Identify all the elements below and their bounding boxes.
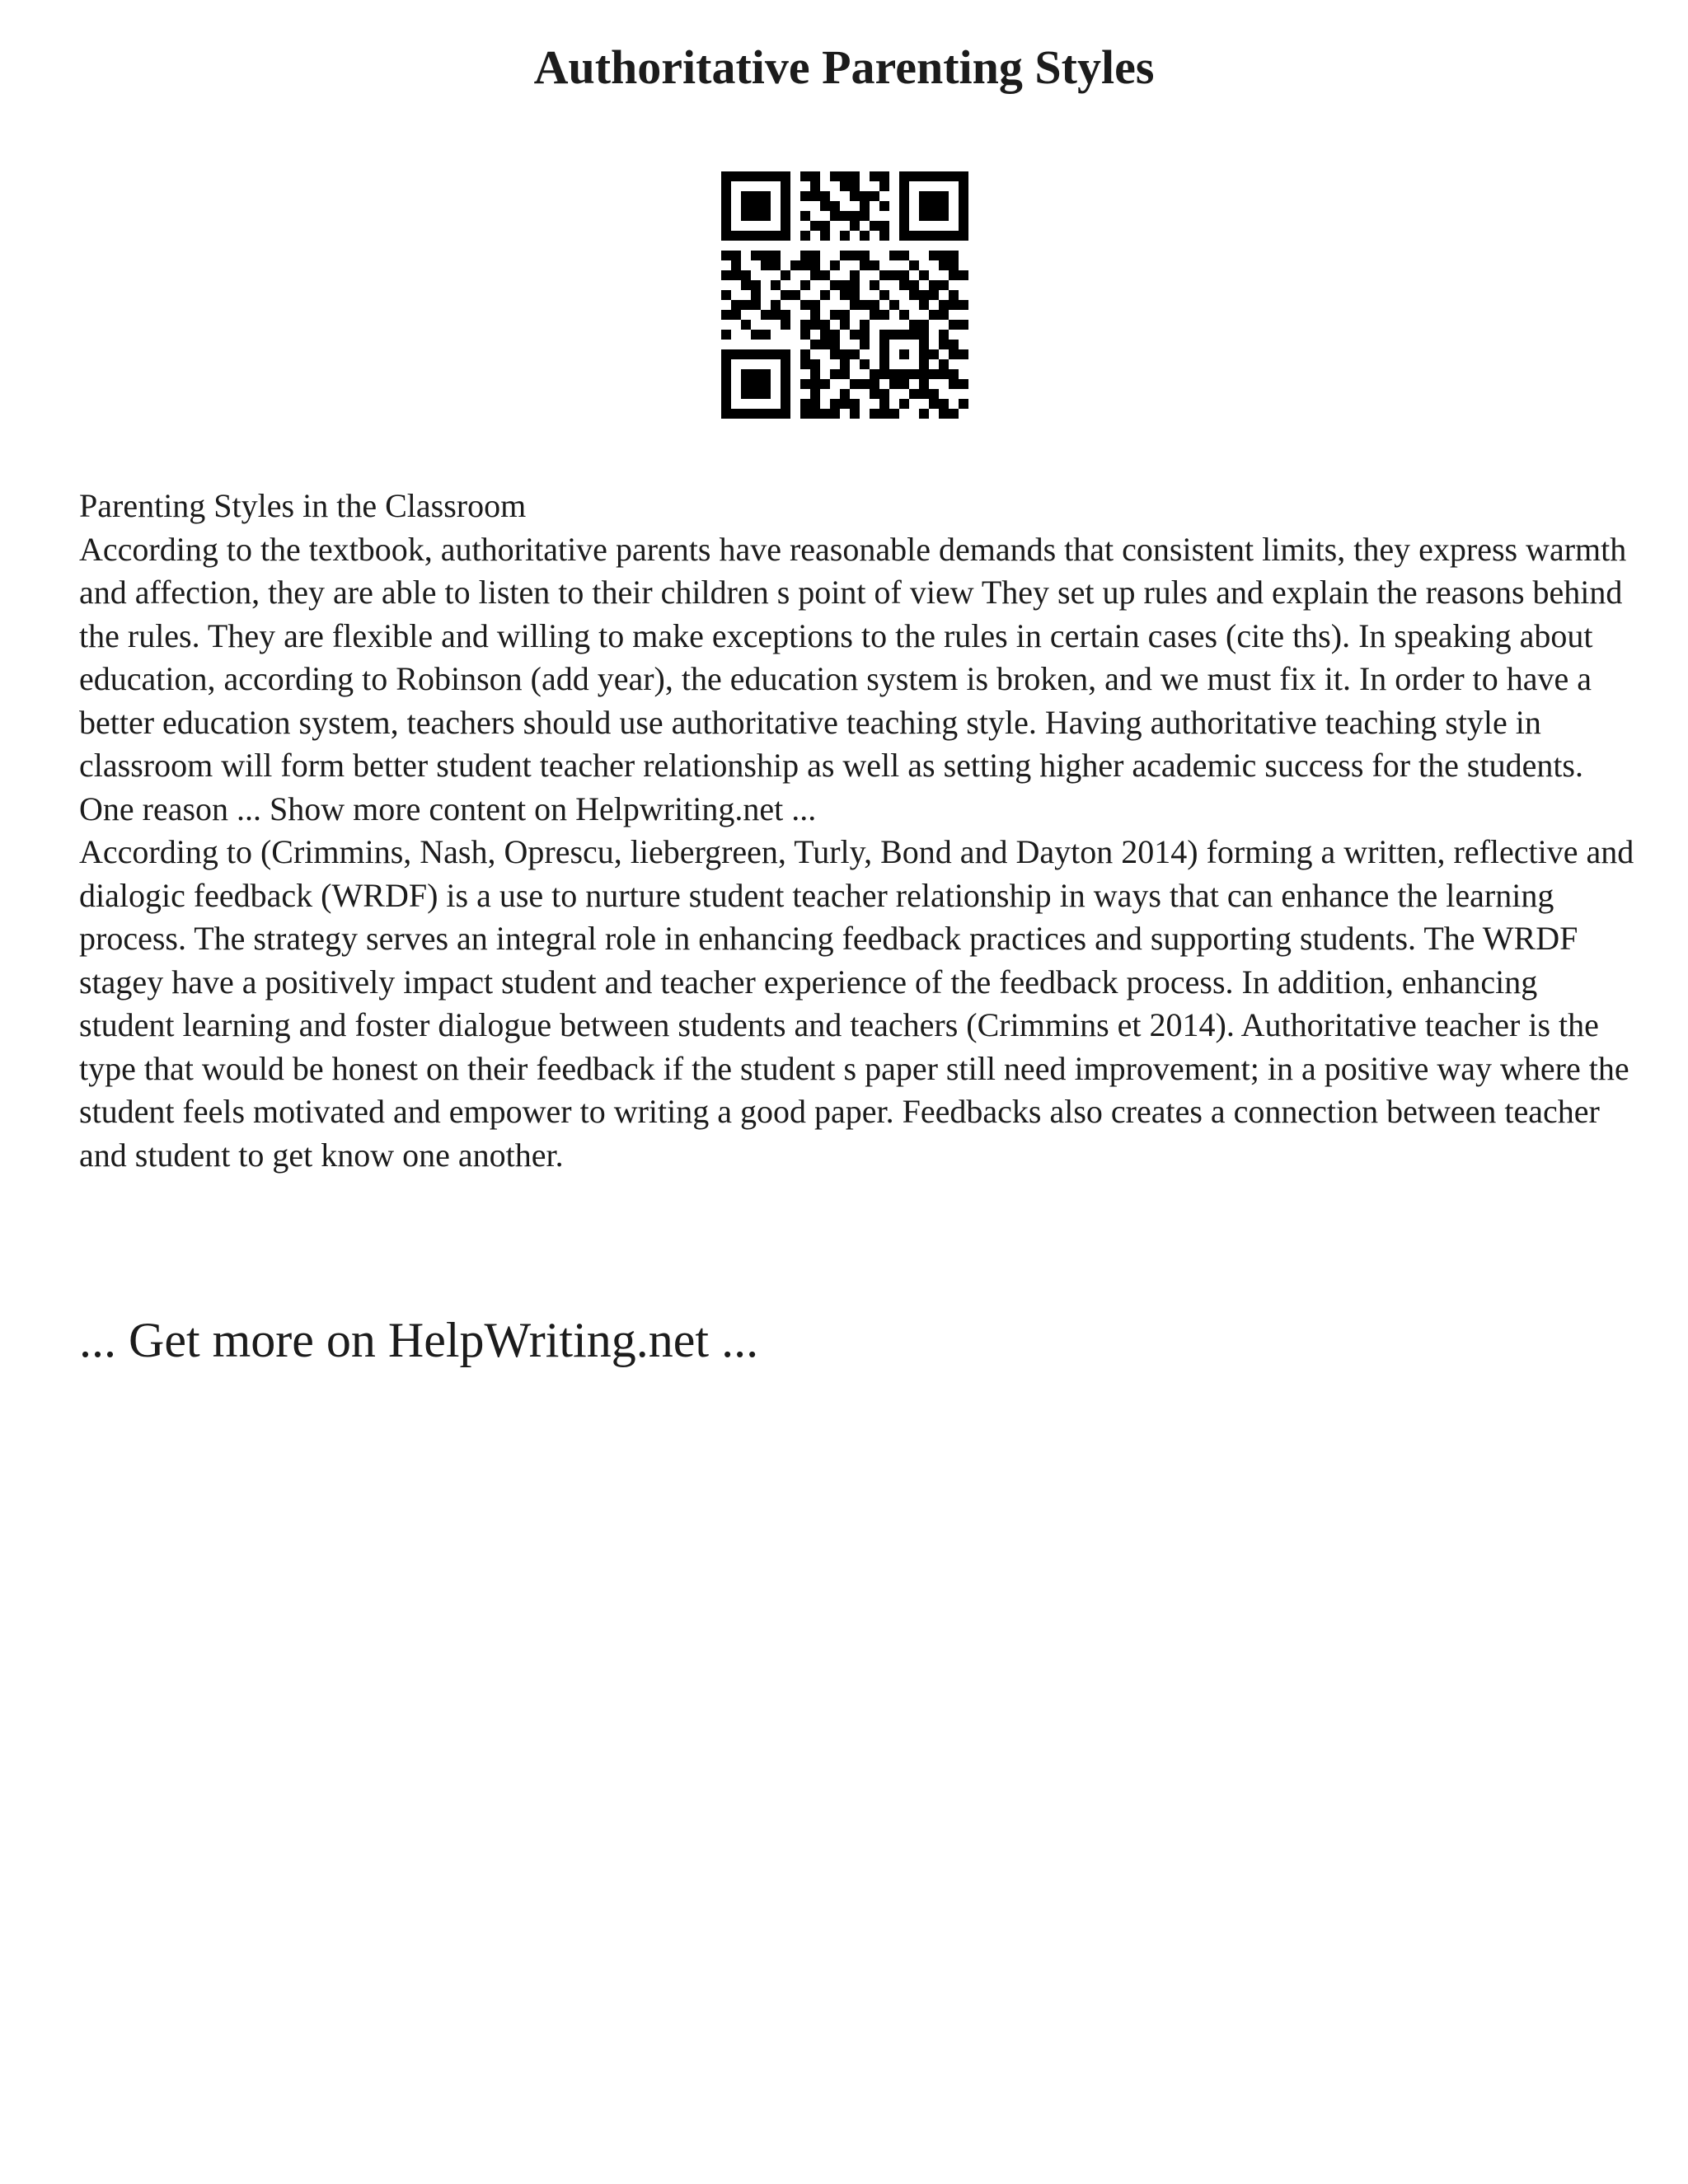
paragraph-1: According to the textbook, authoritative parents have reasonable demands that consistent limits, they express warmth and affection, they are able to listen to their children s point of view They set up rules and explain the reasons behind the rules. They are flexible and willing to make exceptions to the rules in certain cases (cite ths). In speaking about education, according to Robinson (add year), the education system is broken, and we must fix it. In order to have a better education system, teachers should use authoritative teaching style. Having authoritative teaching style in classroom will form better student teacher relationship as well as setting higher academic success for the students. — [79, 530, 1627, 784]
get-more-link[interactable]: ... Get more on HelpWriting.net ... — [79, 1313, 759, 1367]
paragraph-2: According to (Crimmins, Nash, Oprescu, liebergreen, Turly, Bond and Dayton 2014) forming a written, reflective and dialogic feedback (WRDF) is a use to nurture student teacher relationship in ways that can enhance the learning process. The strategy serves an integral role in enhancing feedback practices and supporting students. The WRDF stagey have a positively impact student and teacher experience of the feedback process. In addition, enhancing student learning and foster dialogue between students and teachers (Crimmins et 2014). Authoritative teacher is the type that would be honest on their feedback if the student s paper still need improvement; in a positive way where the student feels motivated and empower to writing a good paper. Feedbacks also creates a connection between teacher and student to get know one another. — [79, 833, 1634, 1174]
page-title: Authoritative Parenting Styles — [533, 40, 1155, 94]
article-body — [79, 485, 1637, 1177]
show-more-link[interactable]: One reason ... Show more content on Helpwriting.net ... — [79, 790, 817, 827]
section-subtitle: Parenting Styles in the Classroom — [79, 487, 527, 524]
qr-code-icon — [721, 171, 968, 419]
